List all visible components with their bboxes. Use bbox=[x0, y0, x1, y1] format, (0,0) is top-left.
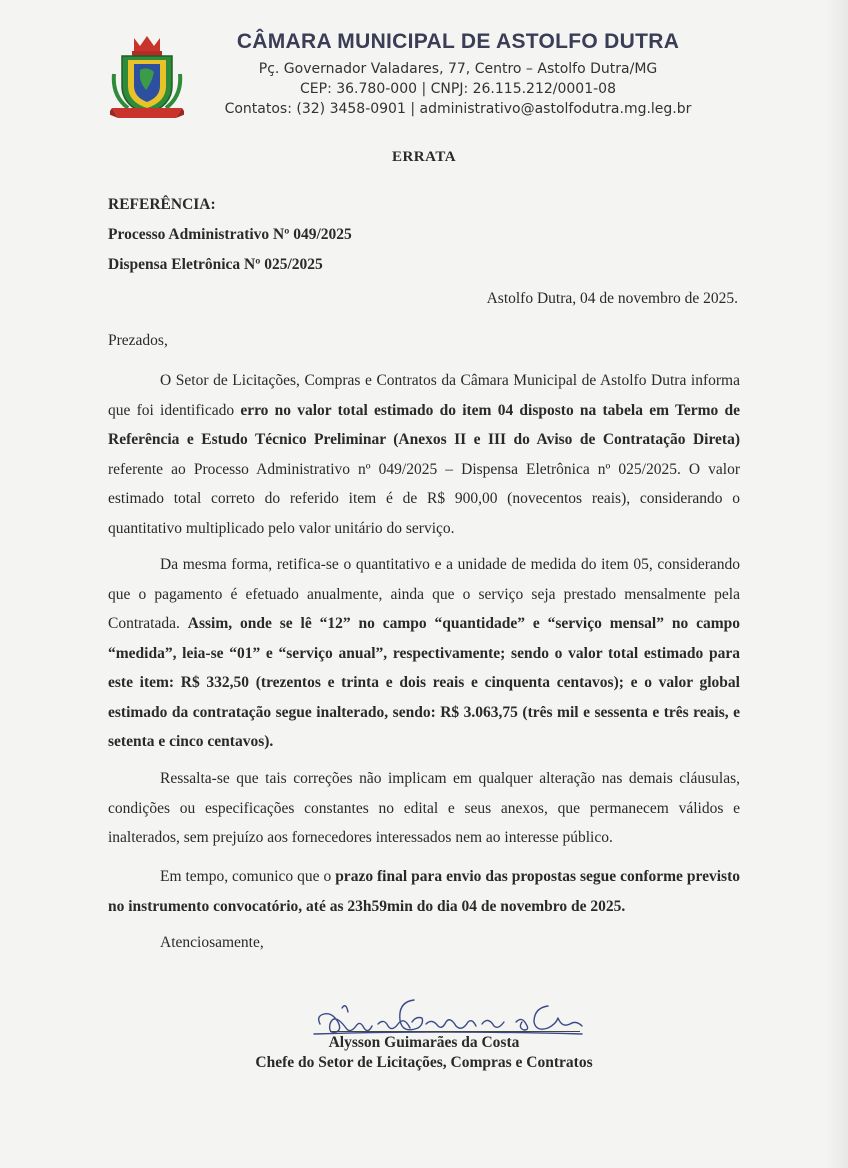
municipal-coat-of-arms-icon bbox=[110, 34, 184, 122]
p4-bold-1: prazo final para envio das propostas segue conforme previsto no instrumento convocatório, até as 23h59min do dia 04 de novembro de 2025. bbox=[108, 868, 740, 915]
paragraph-error-item-04 bbox=[108, 366, 740, 543]
reference-process: Processo Administrativo Nº 049/2025 bbox=[108, 226, 352, 243]
date-line: Astolfo Dutra, 04 de novembro de 2025. bbox=[486, 290, 738, 307]
institution-address: Pç. Governador Valadares, 77, Centro – Astolfo Dutra/MG bbox=[258, 61, 658, 77]
greeting: Prezados, bbox=[108, 332, 168, 349]
p1-bold-1: erro no valor total estimado do item 04 disposto na tabela em Termo de Referência e Estudo Técnico Preliminar (Anexos II e III do Aviso de Contratação Direta) bbox=[108, 401, 741, 448]
institution-contacts: Contatos: (32) 3458-0901 | administrativo@astolfodutra.mg.leg.br bbox=[224, 101, 692, 117]
signer-role: Chefe do Setor de Licitações, Compras e Contratos bbox=[255, 1054, 593, 1071]
paragraph-item-05-correction bbox=[108, 550, 740, 757]
p1-text-2: referente ao Processo Administrativo nº 049/2025 – Dispensa Eletrônica nº 025/2025. O valor estimado total correto do referido item é de R$ 900,00 (novecentos reais), considerando o quantitativo multiplicado pelo valor unitário do serviço. bbox=[108, 460, 740, 537]
signature-line bbox=[330, 1031, 580, 1032]
scan-edge-shadow bbox=[826, 0, 848, 1168]
reference-dispensa: Dispensa Eletrônica Nº 025/2025 bbox=[108, 256, 323, 273]
paragraph-deadline bbox=[108, 862, 740, 921]
p3-text-1: Ressalta-se que tais correções não implicam em qualquer alteração nas demais cláusulas, condições ou especificações constantes no edital e seus anexos, que permanecem válidos e inalterados, sem prejuízo aos fornecedores interessados nem ao interesse público. bbox=[108, 770, 740, 846]
p2-text-1: Da mesma forma, retifica-se o quantitativo e a unidade de medida do item 05, considerando que o pagamento é efetuado anualmente, ainda que o serviço seja prestado mensalmente pela Contratada. bbox=[108, 556, 740, 632]
p1-text-1: O Setor de Licitações, Compras e Contratos da Câmara Municipal de Astolfo Dutra informa que foi identificado bbox=[108, 372, 740, 419]
document-title: ERRATA bbox=[391, 149, 457, 165]
paragraph-no-other-changes bbox=[108, 764, 740, 853]
signer-name: Alysson Guimarães da Costa bbox=[328, 1034, 520, 1051]
p4-text-1: Em tempo, comunico que o bbox=[160, 868, 336, 885]
institution-name: CÂMARA MUNICIPAL DE ASTOLFO DUTRA bbox=[236, 30, 680, 53]
closing: Atenciosamente, bbox=[160, 934, 264, 951]
reference-label: REFERÊNCIA: bbox=[108, 196, 216, 213]
institution-cep-cnpj: CEP: 36.780-000 | CNPJ: 26.115.212/0001-08 bbox=[300, 81, 616, 97]
p2-bold-1: Assim, onde se lê “12” no campo “quantidade” e “serviço mensal” no campo “medida”, leia-se “01” e “serviço anual”, respectivamente; sendo o valor total estimado para este item: R$ 332,50 (trezentos e trinta e dois reais e cinquenta centavos); e o valor global estimado da contratação segue inalterado, sendo: R$ 3.063,75 (três mil e sessenta e três reais, e setenta e cinco centavos). bbox=[108, 615, 740, 750]
